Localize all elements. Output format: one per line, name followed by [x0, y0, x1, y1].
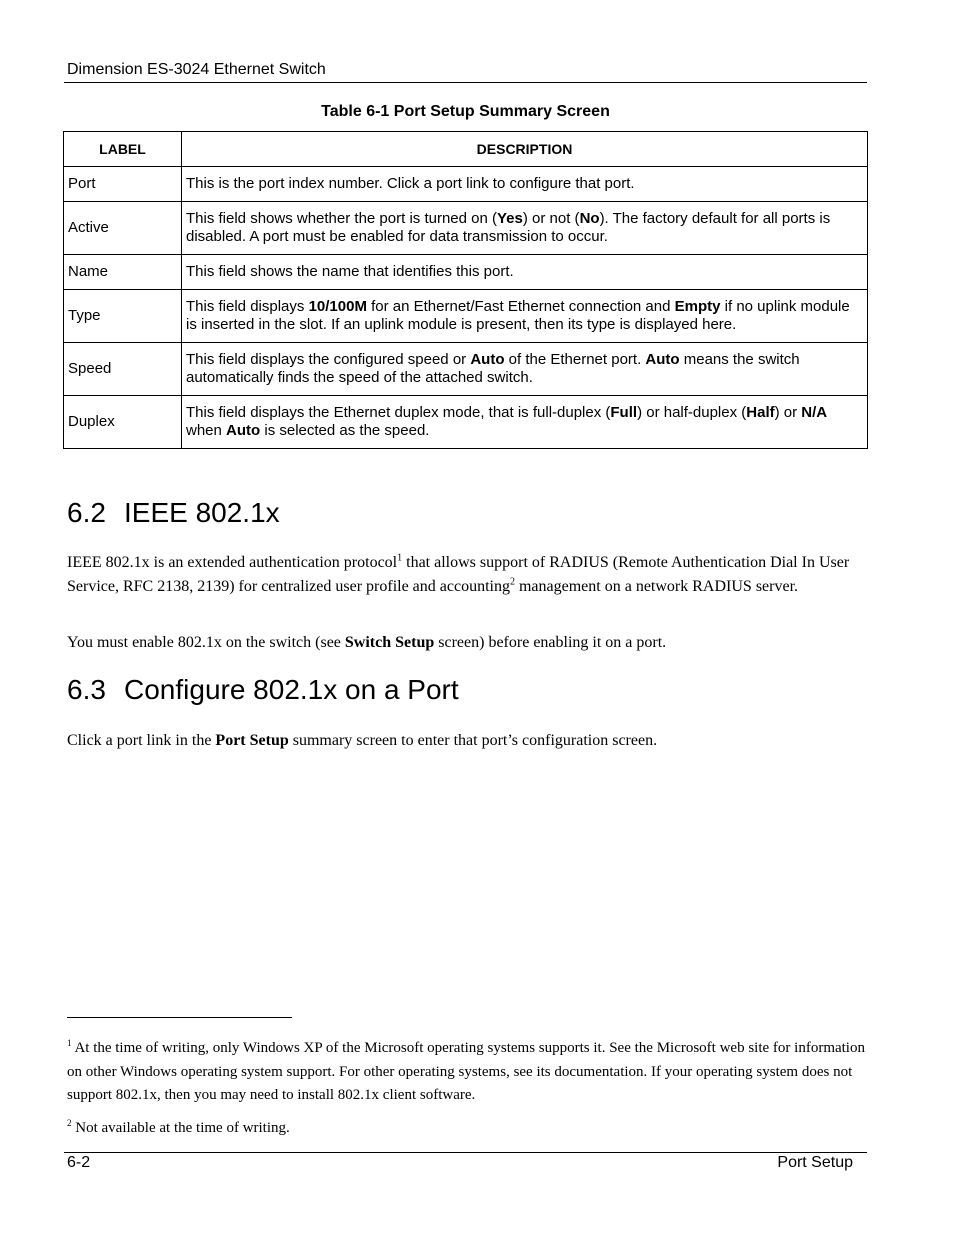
table-row	[64, 167, 868, 202]
footnote-mark: 2	[67, 1118, 72, 1128]
table-row	[64, 396, 868, 449]
port-setup-summary-table	[63, 131, 868, 449]
section-6-3-paragraph-1: Click a port link in the Port Setup summary screen to enter that port’s configuration screen.	[67, 732, 658, 749]
row-description: This field shows whether the port is turned on (Yes) or not (No). The factory default for all ports is disabled. A port must be enabled for data transmission to occur.	[182, 202, 868, 255]
page-number: 6-2	[67, 1154, 91, 1171]
row-label: Active	[64, 202, 182, 255]
table-row	[64, 255, 868, 290]
footnote-mark: 1	[67, 1038, 72, 1048]
chapter-name: Port Setup	[777, 1154, 853, 1171]
header-rule	[64, 82, 867, 83]
section-title: Configure 802.1x on a Port	[124, 674, 459, 705]
row-label: Name	[64, 255, 182, 290]
column-header-description: DESCRIPTION	[182, 132, 868, 167]
section-title: IEEE 802.1x	[124, 497, 280, 528]
section-6-2-paragraph-2: You must enable 802.1x on the switch (see Switch Setup screen) before enabling it on a port.	[67, 634, 667, 651]
row-label: Duplex	[64, 396, 182, 449]
row-description: This is the port index number. Click a port link to configure that port.	[182, 167, 868, 202]
table-header-row	[64, 132, 868, 167]
footer-rule	[64, 1152, 867, 1153]
footnote-2: $^2$ Not available at the time of writing.	[67, 1118, 290, 1136]
row-label: Type	[64, 290, 182, 343]
footnote-1: $^1$ At the time of writing, only Windows XP of the Microsoft operating systems supports it. See the Microsoft web site for information on other Windows operating system support. For other operating systems, see its documentation. If your operating system does not support 802.1x, then you may need to install 802.1x client software.	[67, 1038, 865, 1103]
running-header: Dimension ES-3024 Ethernet Switch	[67, 61, 326, 78]
row-description: This field displays the Ethernet duplex mode, that is full-duplex (Full) or half-duplex (Half) or N/A when Auto is selected as the speed.	[182, 396, 868, 449]
row-label: Speed	[64, 343, 182, 396]
section-heading-6-3	[67, 674, 459, 706]
footnote-ref-1: 1	[397, 552, 403, 564]
table-row	[64, 290, 868, 343]
table-row	[64, 202, 868, 255]
row-description: This field displays the configured speed or Auto of the Ethernet port. Auto means the switch automatically finds the speed of the attached switch.	[182, 343, 868, 396]
section-6-2-paragraph-1: IEEE 802.1x is an extended authentication protocol$^1$ that allows support of RADIUS (Remote Authentication Dial In User Service, RFC 2138, 2139) for centralized user profile and accounting$^2$ management on a network RADIUS server.	[67, 552, 850, 595]
footnote-ref-2: 2	[509, 576, 515, 588]
row-description: This field shows the name that identifies this port.	[182, 255, 868, 290]
column-header-label: LABEL	[64, 132, 182, 167]
section-number: 6.3	[67, 674, 106, 705]
row-label: Port	[64, 167, 182, 202]
footnote-rule	[67, 1017, 292, 1018]
section-heading-6-2	[67, 497, 280, 529]
section-number: 6.2	[67, 497, 106, 528]
table-caption: Table 6-1 Port Setup Summary Screen	[321, 103, 610, 120]
row-description: This field displays 10/100M for an Ethernet/Fast Ethernet connection and Empty if no uplink module is inserted in the slot. If an uplink module is present, then its type is displayed here.	[182, 290, 868, 343]
table-row	[64, 343, 868, 396]
